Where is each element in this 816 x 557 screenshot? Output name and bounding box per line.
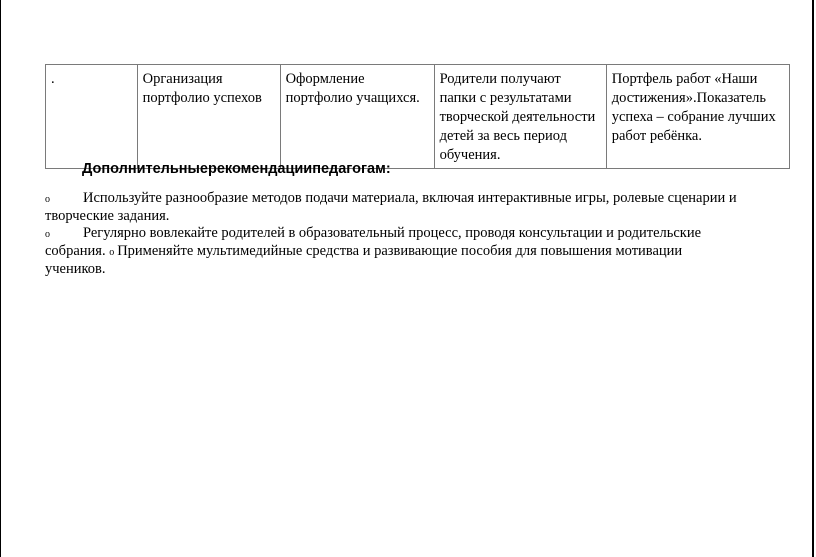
table-cell-description: Родители получают папки с результатами творческой деятельности детей за весь период обучения. [434, 65, 606, 169]
page-border-left [0, 0, 1, 557]
recommendation-item: Применяйте мультимедийные средства и развивающие пособия для повышения мотивации учеников. [45, 243, 683, 277]
table-cell-form: Оформление портфолио учащихся. [280, 65, 434, 169]
table-cell-event: Организация портфолио успехов [137, 65, 280, 169]
activities-table [45, 64, 790, 169]
bullet-marker: o [45, 229, 50, 240]
table-row [46, 65, 790, 169]
recommendation-item: Регулярно вовлекайте родителей в образовательный процесс, проводя консультации и родительские собрания. [45, 225, 702, 259]
recommendations-heading: Дополнительныерекомендациипедагогам: [82, 161, 391, 177]
table-cell-result: Портфель работ «Наши достижения».Показатель успеха – собрание лучших работ ребёнка. [606, 65, 789, 169]
bullet-marker: o [109, 247, 115, 258]
page-border-right [812, 0, 814, 557]
bullet-marker: o [45, 194, 50, 205]
recommendation-item: Используйте разнообразие методов подачи материала, включая интерактивные игры, ролевые сценарии и творческие задания. [45, 190, 737, 224]
recommendations-list [45, 190, 745, 278]
table-cell-marker: . [46, 65, 138, 169]
